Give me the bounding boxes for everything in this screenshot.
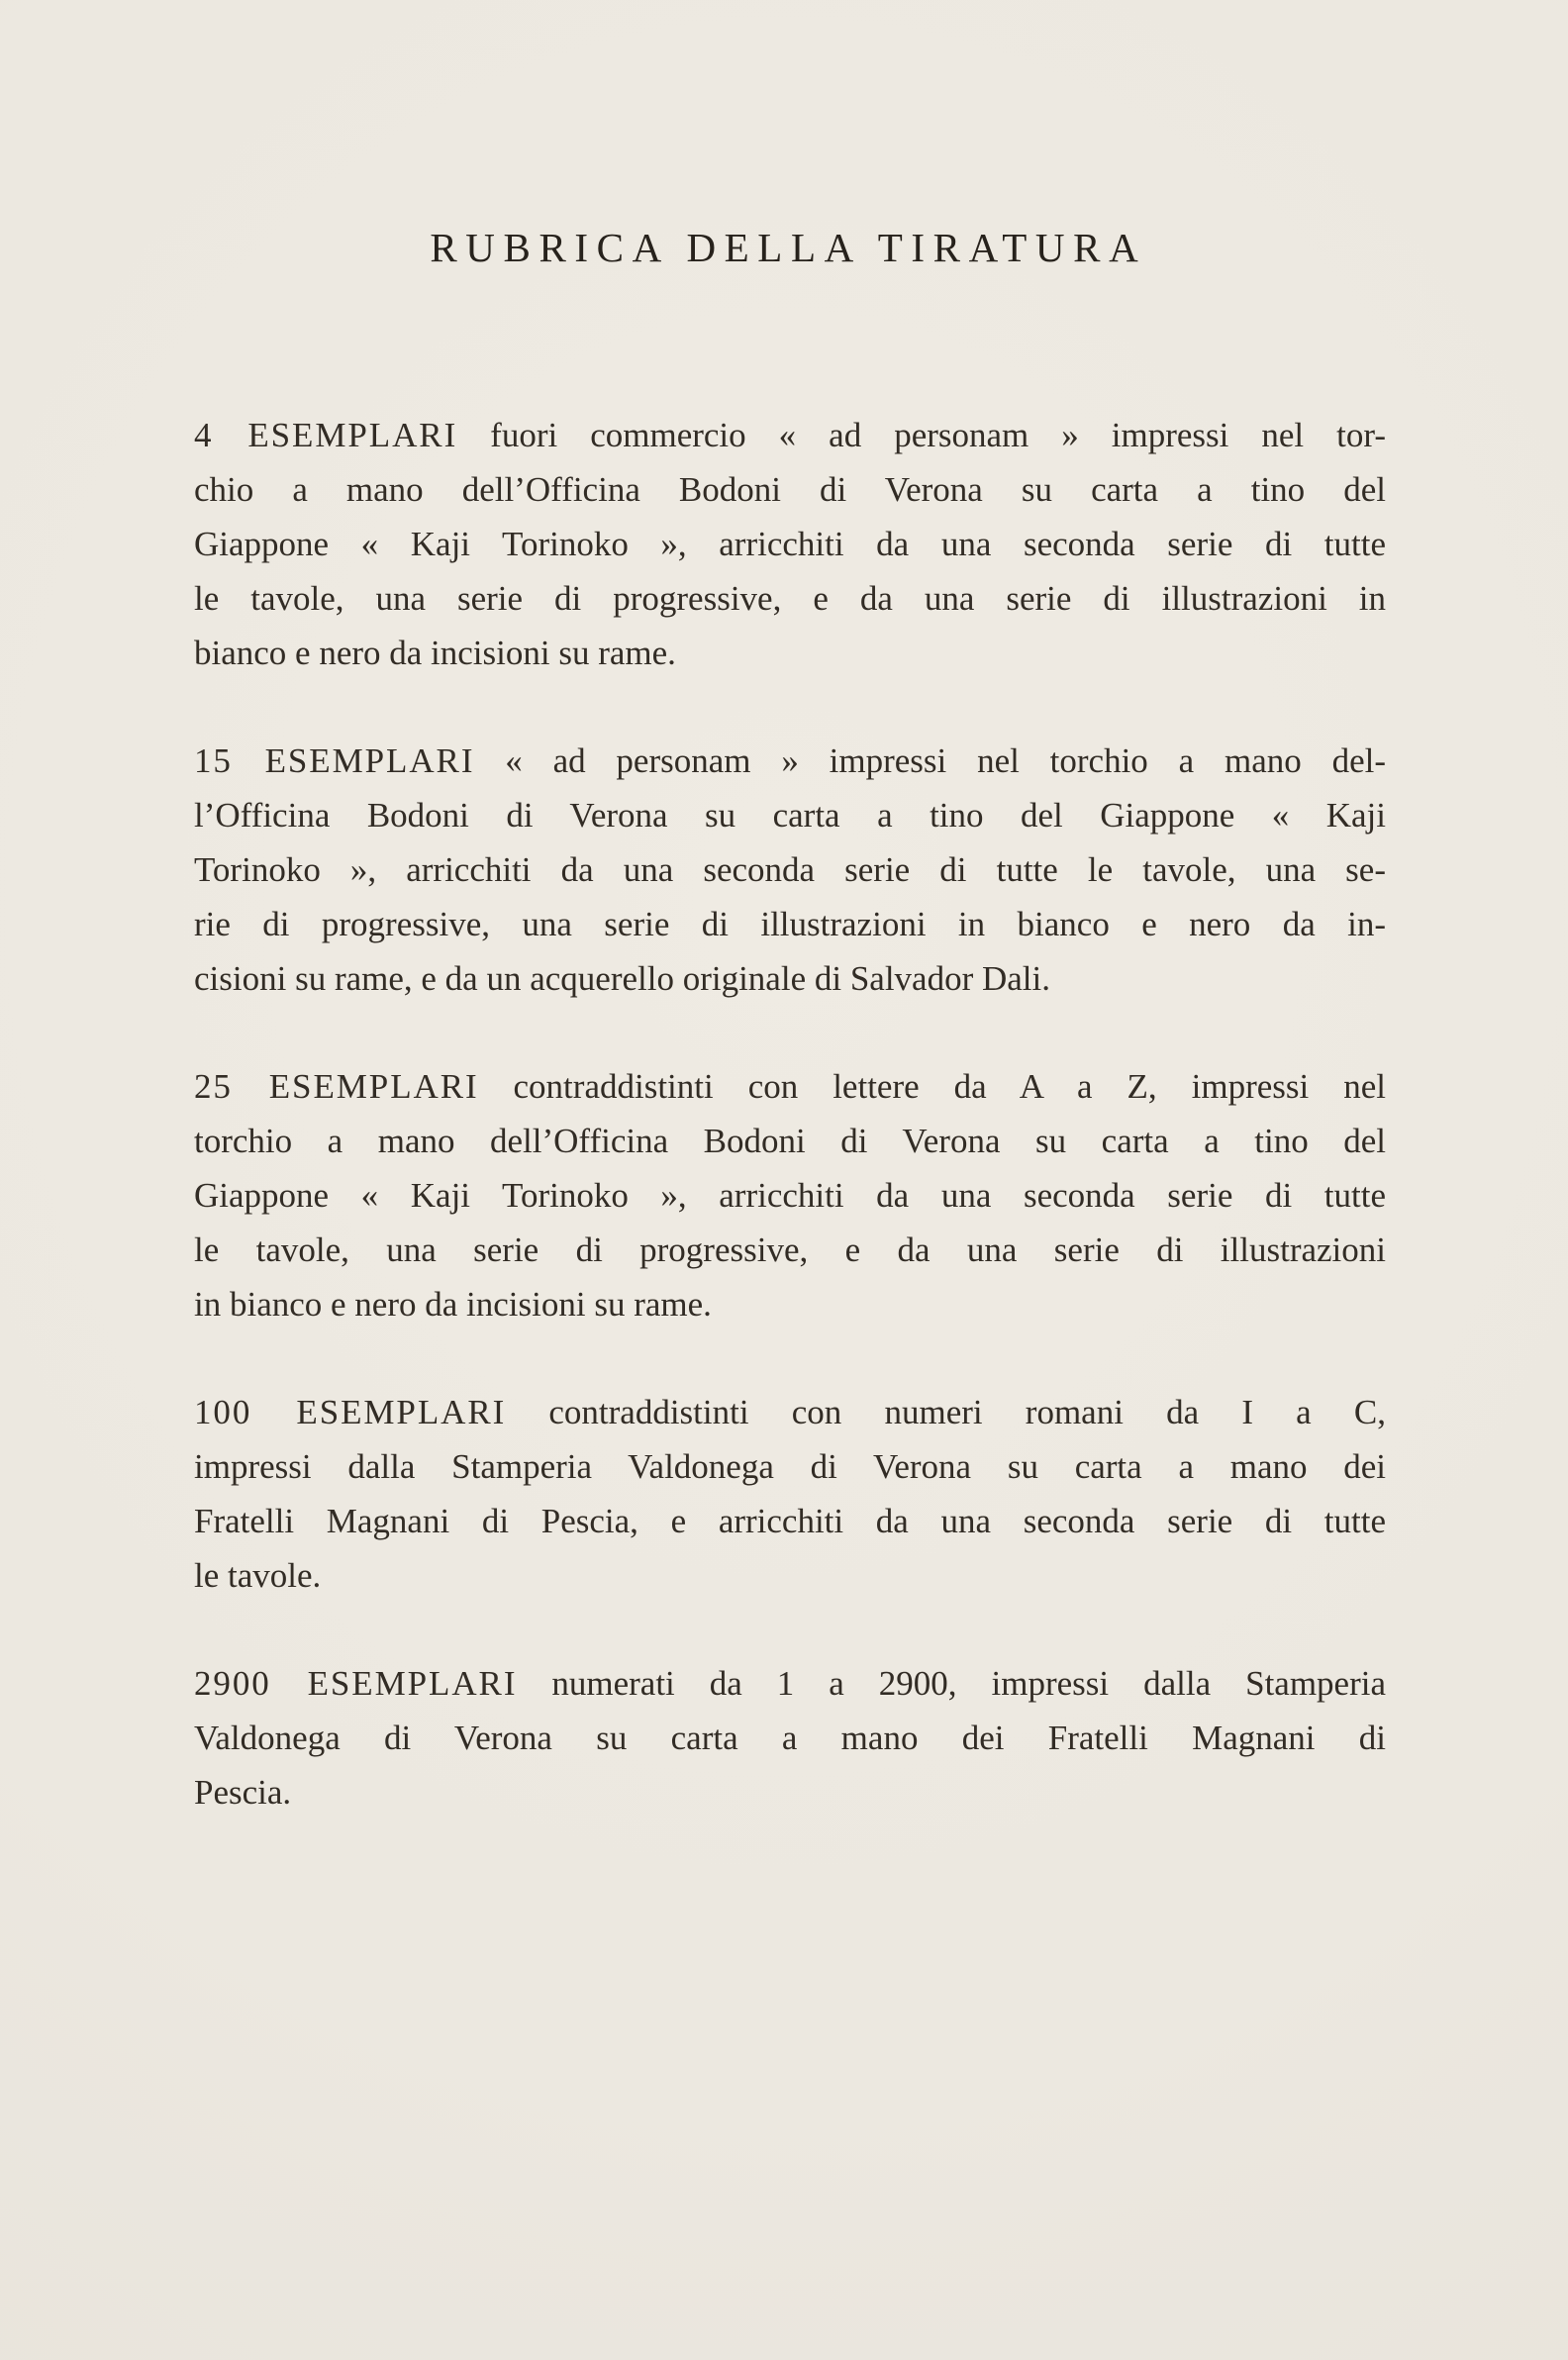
page-title: RUBRICA DELLA TIRATURA [430, 225, 1147, 270]
paragraph [194, 408, 1386, 680]
text-line: bianco e nero da incisioni su rame. [194, 634, 676, 672]
text-line: chio a mano dell’Officina Bodoni di Verona su carta a tino del [194, 470, 1386, 509]
paragraph [194, 1656, 1386, 1819]
edition-count-lead: 25 ESEMPLARI [194, 1067, 479, 1106]
text-line: impressi dalla Stamperia Valdonega di Verona su carta a mano dei [194, 1447, 1386, 1486]
text-line: in bianco e nero da incisioni su rame. [194, 1285, 712, 1324]
text-line: torchio a mano dell’Officina Bodoni di Verona su carta a tino del [194, 1122, 1386, 1160]
text-line: 2900 ESEMPLARI numerati da 1 a 2900, impressi dalla Stamperia [194, 1664, 1387, 1703]
paragraph [194, 1385, 1386, 1603]
text-line: Torinoko », arricchiti da una seconda serie di tutte le tavole, una se- [194, 850, 1386, 889]
text-line: 4 ESEMPLARI fuori commercio « ad personam » impressi nel tor- [194, 416, 1386, 454]
text-line: le tavole, una serie di progressive, e da una serie di illustrazioni in [194, 579, 1386, 618]
text-line: 15 ESEMPLARI « ad personam » impressi nel torchio a mano del- [194, 741, 1386, 780]
text-line: rie di progressive, una serie di illustrazioni in bianco e nero da in- [194, 905, 1386, 943]
text-line: Pescia. [194, 1773, 292, 1812]
text-line: Giappone « Kaji Torinoko », arricchiti da una seconda serie di tutte [194, 525, 1386, 563]
paragraph [194, 1059, 1386, 1331]
text-line: le tavole. [194, 1556, 322, 1595]
text-line: l’Officina Bodoni di Verona su carta a tino del Giappone « Kaji [194, 796, 1386, 835]
text-line: Giappone « Kaji Torinoko », arricchiti da una seconda serie di tutte [194, 1176, 1386, 1215]
text-line: 100 ESEMPLARI contraddistinti con numeri romani da I a C, [194, 1393, 1386, 1431]
text-line: le tavole, una serie di progressive, e da una serie di illustrazioni [194, 1230, 1386, 1269]
text-line: Fratelli Magnani di Pescia, e arricchiti da una seconda serie di tutte [194, 1502, 1386, 1540]
edition-count-lead: 15 ESEMPLARI [194, 741, 475, 780]
text-line: Valdonega di Verona su carta a mano dei Fratelli Magnani di [194, 1719, 1386, 1757]
edition-count-lead: 100 ESEMPLARI [194, 1393, 507, 1431]
text-line: 25 ESEMPLARI contraddistinti con lettere da A a Z, impressi nel [194, 1067, 1386, 1106]
text-line: cisioni su rame, e da un acquerello originale di Salvador Dali. [194, 959, 1051, 998]
edition-count-lead: 4 ESEMPLARI [194, 416, 458, 454]
paragraph [194, 734, 1386, 1006]
edition-count-lead: 2900 ESEMPLARI [194, 1664, 518, 1703]
body-text [194, 408, 1386, 1819]
